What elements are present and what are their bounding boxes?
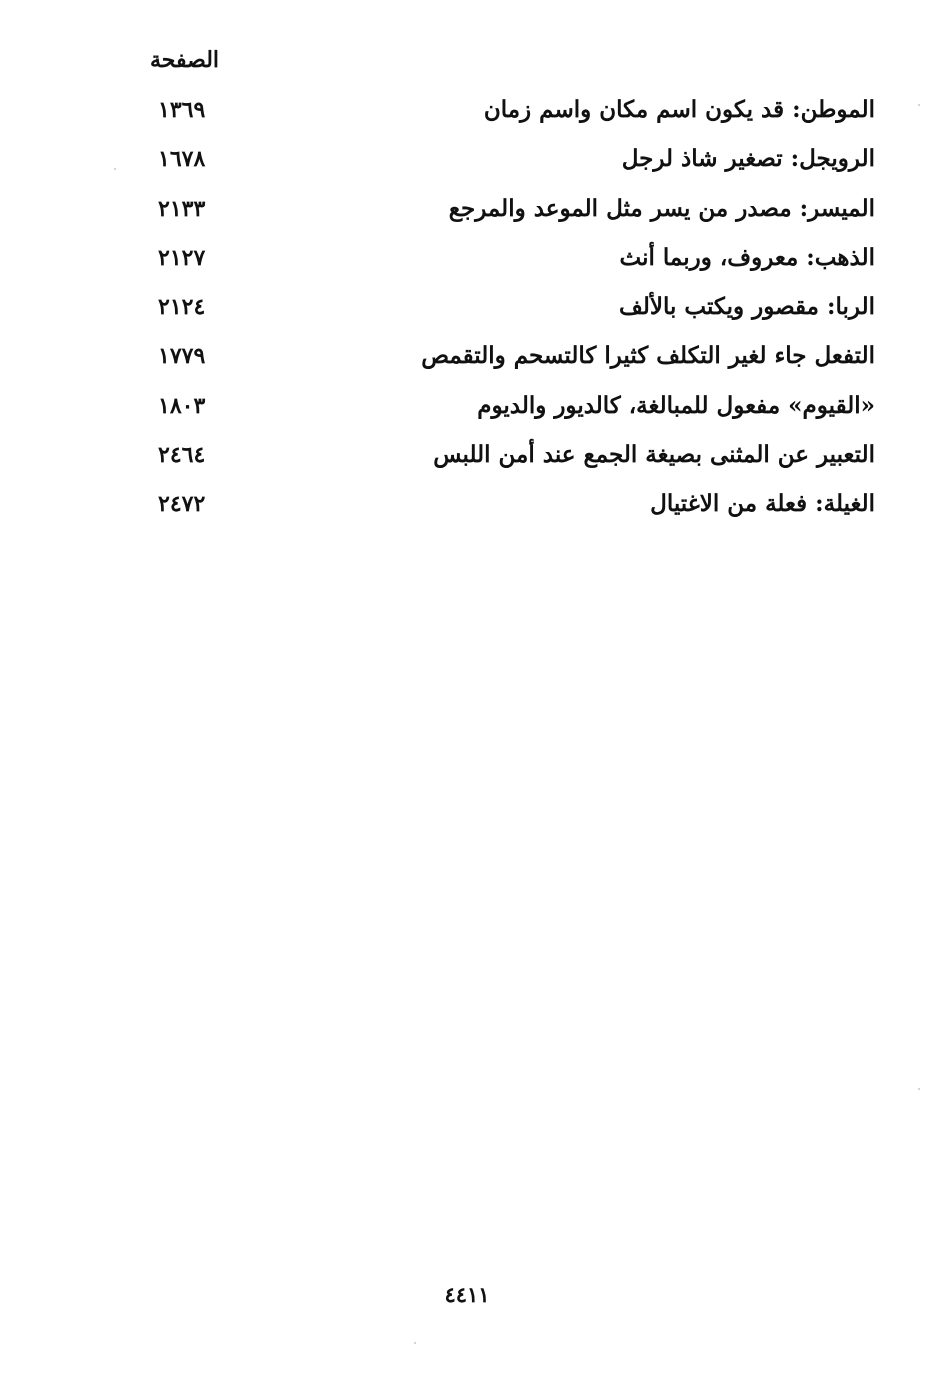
entry-text: الربا: مقصور ويكتب بالألف: [619, 293, 875, 321]
entry-text: التعبير عن المثنى بصيغة الجمع عند أمن اللبس: [433, 441, 875, 469]
list-item: [150, 290, 875, 339]
list-item: [150, 339, 875, 388]
entry-text: الغيلة: فعلة من الاغتيال: [650, 490, 875, 518]
entry-page-number: ٢١٣٣: [158, 195, 206, 222]
page-column-header: الصفحة: [150, 47, 220, 73]
scan-speck: [918, 1088, 920, 1090]
list-item: [150, 487, 875, 536]
entry-page-number: ١٦٧٨: [158, 146, 206, 173]
entry-text: الموطن: قد يكون اسم مكان واسم زمان: [483, 96, 875, 123]
entry-page-number: ٢١٢٧: [158, 244, 206, 271]
entry-text: الميسر: مصدر من يسر مثل الموعد والمرجع: [448, 194, 875, 222]
page-number-footer: ٤٤١١: [444, 1282, 490, 1307]
entry-text: الذهب: معروف، وربما أنث: [619, 243, 875, 271]
list-item: [150, 241, 875, 290]
list-item: [150, 389, 875, 438]
list-item: [150, 438, 875, 487]
list-item: [150, 192, 875, 241]
index-entries-list: [150, 93, 875, 537]
entry-page-number: ١٧٧٩: [158, 343, 206, 370]
scan-speck: [414, 1342, 416, 1344]
list-item: [150, 93, 875, 142]
entry-text: التفعل جاء لغير التكلف كثيرا كالتسحم والتقمص: [421, 342, 875, 370]
scan-speck: [918, 104, 920, 106]
list-item: [150, 142, 875, 191]
scan-speck: [114, 168, 116, 170]
entry-text: الرويجل: تصغير شاذ لرجل: [621, 145, 875, 173]
entry-page-number: ٢١٢٤: [158, 294, 206, 321]
entry-page-number: ٢٤٦٤: [158, 442, 206, 469]
entry-page-number: ٢٤٧٢: [158, 491, 206, 518]
entry-page-number: ١٣٦٩: [158, 97, 206, 123]
entry-text: «القيوم» مفعول للمبالغة، كالديور والديوم: [477, 391, 875, 419]
entry-page-number: ١٨٠٣: [158, 392, 206, 419]
